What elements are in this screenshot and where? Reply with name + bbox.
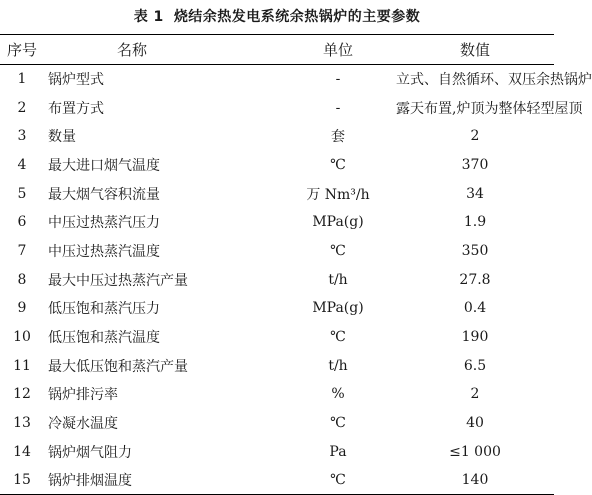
row-name: 最大中压过热蒸汽产量 bbox=[48, 272, 188, 289]
table-row bbox=[0, 437, 554, 466]
row-name: 中压过热蒸汽温度 bbox=[48, 243, 160, 260]
row-name: 锅炉型式 bbox=[48, 72, 104, 89]
table-row bbox=[0, 179, 554, 208]
row-index: 10 bbox=[13, 329, 31, 346]
row-name: 布置方式 bbox=[48, 100, 104, 117]
row-unit: 万 Nm³/h bbox=[306, 186, 370, 203]
row-unit: Pa bbox=[329, 443, 347, 460]
table-row bbox=[0, 237, 554, 266]
row-unit: t/h bbox=[328, 271, 348, 288]
row-index: 13 bbox=[13, 415, 31, 432]
row-value: 立式、自然循环、双压余热锅炉 bbox=[396, 72, 592, 89]
row-value: 370 bbox=[461, 156, 489, 173]
row-index: 12 bbox=[13, 386, 31, 403]
row-name: 数量 bbox=[48, 129, 76, 146]
row-index: 15 bbox=[0, 466, 44, 495]
row-name: 低压饱和蒸汽压力 bbox=[48, 301, 160, 318]
table-row bbox=[0, 208, 554, 237]
table-row bbox=[0, 93, 554, 122]
row-unit: ℃ bbox=[280, 466, 396, 495]
parameters-table bbox=[0, 34, 592, 495]
row-index: 5 bbox=[17, 185, 27, 202]
row-unit: MPa(g) bbox=[312, 214, 364, 231]
row-unit: % bbox=[331, 386, 345, 403]
row-index: 6 bbox=[17, 214, 27, 231]
row-unit: t/h bbox=[328, 357, 348, 374]
row-value: 34 bbox=[466, 185, 484, 202]
row-unit: 套 bbox=[331, 129, 345, 146]
row-value: 露天布置,炉顶为整体轻型屋顶 bbox=[396, 100, 583, 117]
row-index: 11 bbox=[13, 357, 31, 374]
row-name: 低压饱和蒸汽温度 bbox=[48, 330, 160, 347]
table-row bbox=[0, 380, 554, 409]
row-unit: ℃ bbox=[330, 415, 346, 432]
row-index: 2 bbox=[17, 99, 27, 116]
table-row bbox=[0, 409, 554, 438]
table-row bbox=[0, 323, 554, 352]
table-row bbox=[0, 466, 554, 495]
table-row bbox=[0, 151, 554, 180]
row-name: 最大低压饱和蒸汽产量 bbox=[48, 358, 188, 375]
table-row bbox=[0, 294, 554, 323]
row-value: ≤1 000 bbox=[449, 443, 501, 460]
header-name: 名称 bbox=[44, 35, 280, 65]
row-value: 0.4 bbox=[463, 300, 487, 317]
header-unit: 单位 bbox=[280, 35, 396, 65]
row-index: 14 bbox=[13, 443, 31, 460]
header-index: 序号 bbox=[0, 35, 44, 65]
row-name: 最大进口烟气温度 bbox=[48, 157, 160, 174]
row-unit: ℃ bbox=[330, 156, 346, 173]
row-value: 350 bbox=[461, 242, 489, 259]
table-row bbox=[0, 65, 554, 94]
table-caption bbox=[0, 6, 554, 26]
row-value: 6.5 bbox=[463, 357, 487, 374]
table-number: 表 1 bbox=[133, 9, 164, 25]
row-value: 2 bbox=[470, 128, 480, 145]
row-value: 140 bbox=[396, 466, 554, 495]
row-value: 27.8 bbox=[459, 271, 491, 288]
row-index: 4 bbox=[17, 156, 27, 173]
row-name: 锅炉排污率 bbox=[48, 387, 118, 404]
row-value: 190 bbox=[461, 329, 489, 346]
row-name: 冷凝水温度 bbox=[48, 416, 118, 433]
row-value: 1.9 bbox=[463, 214, 487, 231]
row-unit: MPa(g) bbox=[312, 300, 364, 317]
table-row bbox=[0, 122, 554, 151]
row-index: 8 bbox=[17, 271, 27, 288]
header-value: 数值 bbox=[396, 35, 554, 65]
row-name: 锅炉烟气阻力 bbox=[48, 444, 132, 461]
row-name: 锅炉排烟温度 bbox=[44, 466, 280, 495]
row-index: 3 bbox=[17, 128, 27, 145]
table-row bbox=[0, 265, 554, 294]
row-unit: - bbox=[335, 71, 341, 88]
row-unit: - bbox=[335, 99, 341, 116]
row-index: 7 bbox=[17, 242, 27, 259]
table-title: 烧结余热发电系统余热锅炉的主要参数 bbox=[173, 9, 421, 25]
table-row bbox=[0, 351, 554, 380]
row-unit: ℃ bbox=[330, 329, 346, 346]
row-name: 中压过热蒸汽压力 bbox=[48, 215, 160, 232]
row-index: 9 bbox=[17, 300, 27, 317]
row-index: 1 bbox=[17, 71, 27, 88]
row-name: 最大烟气容积流量 bbox=[48, 186, 160, 203]
row-value: 40 bbox=[466, 415, 484, 432]
row-value: 2 bbox=[470, 386, 480, 403]
row-unit: ℃ bbox=[330, 242, 346, 259]
header-row bbox=[0, 35, 554, 65]
